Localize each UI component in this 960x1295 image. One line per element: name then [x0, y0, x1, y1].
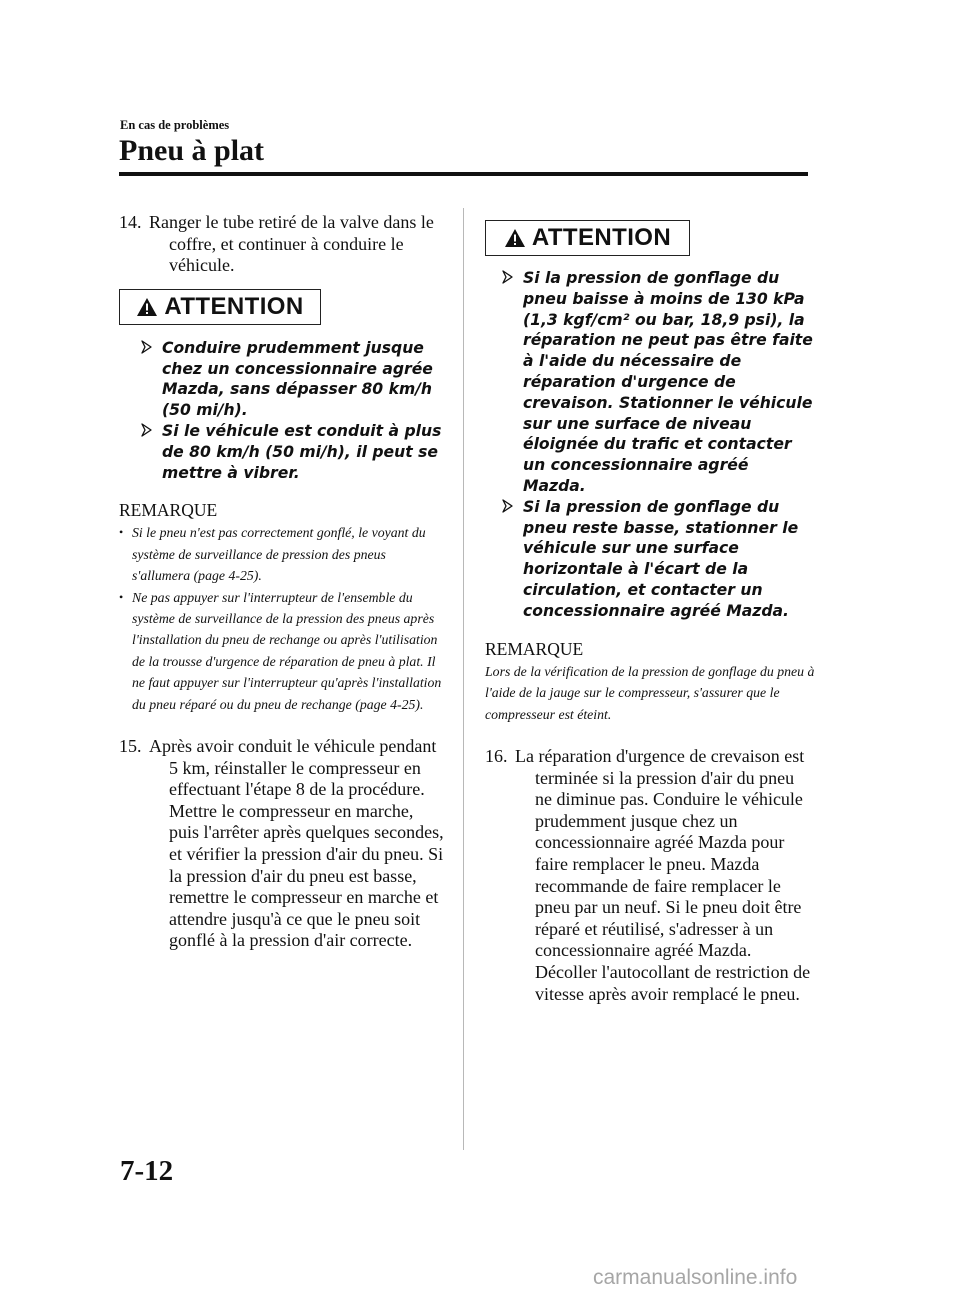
left-column: [119, 212, 444, 952]
step-16: [485, 746, 815, 1005]
page-title: Pneu à plat: [119, 134, 265, 167]
warning-triangle-icon: [136, 297, 158, 317]
attention-label: ATTENTION: [164, 292, 304, 320]
attention-list: [502, 268, 815, 622]
list-item: Conduire prudemment jusque chez un concessionnaire agrée Mazda, sans dépasser 80 km/h (50 mi/h).: [141, 338, 444, 421]
remarque-list: [119, 522, 444, 715]
remarque-text: Lors de la vérification de la pression de gonflage du pneu à l'aide de la jauge sur le compresseur, s'assurer que le compresseur est éteint.: [485, 663, 815, 722]
step-number: 14.: [119, 212, 142, 232]
right-column: [485, 212, 815, 1005]
remarque-heading: REMARQUE: [485, 638, 584, 659]
list-item: Si le véhicule est conduit à plus de 80 km/h (50 mi/h), il peut se mettre à vibrer.: [141, 421, 444, 483]
arrowhead-bullet-icon: [141, 340, 152, 354]
arrowhead-bullet-icon: [141, 423, 152, 437]
section-label: En cas de problèmes: [120, 118, 230, 132]
attention-box: [119, 289, 321, 325]
step-text: Après avoir conduit le véhicule pendant 5 km, réinstaller le compresseur en effectuant l'étape 8 de la procédure. Mettre le compresseur en marche, puis l'arrêter après quelques secondes, et vérifier la pression d'air du pneu. Si la pression d'air du pneu est basse, remettre le compresseur en marche et attendre jusqu'à ce que le pneu soit gonflé à la pression d'air correcte.: [149, 736, 444, 951]
arrowhead-bullet-icon: [502, 499, 513, 513]
attention-label: ATTENTION: [531, 224, 672, 251]
list-item: Si la pression de gonflage du pneu baisse à moins de 130 kPa (1,3 kgf/cm² ou bar, 18,9 psi), la réparation ne peut pas être faite à l'aide du nécessaire de réparation d'urgence de crevaison. Stationner le véhicule sur une surface de niveau éloignée du trafic et contacter un concessionnaire agréé Mazda.: [502, 268, 815, 497]
step-number: 15.: [119, 736, 142, 757]
arrowhead-bullet-icon: [502, 270, 513, 284]
list-item: • Si le pneu n'est pas correctement gonflé, le voyant du système de surveillance de pression des pneus s'allumera (page 4-25).: [119, 522, 444, 586]
step-text: La réparation d'urgence de crevaison est terminée si la pression d'air du pneu ne diminue pas. Conduire le véhicule prudemment jusque chez un concessionnaire agréé Mazda pour faire remplacer le pneu. Mazda recommande de faire remplacer le pneu par un neuf. Si le pneu doit être réparé et réutilisé, s'adresser à un concessionnaire agréé Mazda. Décoller l'autocollant de restriction de vitesse après avoir remplacé le pneu.: [515, 746, 811, 1004]
step-14: [119, 212, 444, 277]
watermark: carmanualsonline.info: [593, 1266, 798, 1289]
attention-box: [485, 220, 690, 256]
step-number: 16.: [485, 746, 508, 767]
column-divider: [463, 208, 464, 1150]
remarque-heading: REMARQUE: [119, 500, 218, 521]
list-item: Si la pression de gonflage du pneu reste basse, stationner le véhicule sur une surface horizontale à l'écart de la circulation, et contacter un concessionnaire agréé Mazda.: [502, 497, 815, 622]
warning-triangle-icon: [504, 228, 526, 248]
attention-list: [141, 338, 444, 484]
page-number: 7-12: [120, 1155, 174, 1187]
step-text: Ranger le tube retiré de la valve dans le coffre, et continuer à conduire le véhicule.: [149, 212, 434, 276]
list-item: • Ne pas appuyer sur l'interrupteur de l'ensemble du système de surveillance de la pression des pneus après l'installation du pneu de rechange ou après l'utilisation de la trousse d'urgence de réparation de pneu à plat. Il ne faut appuyer sur l'interrupteur qu'après l'installation du pneu réparé ou du pneu de rechange (page 4-25).: [119, 587, 444, 715]
title-rule: [119, 172, 808, 176]
step-15: [119, 736, 444, 952]
